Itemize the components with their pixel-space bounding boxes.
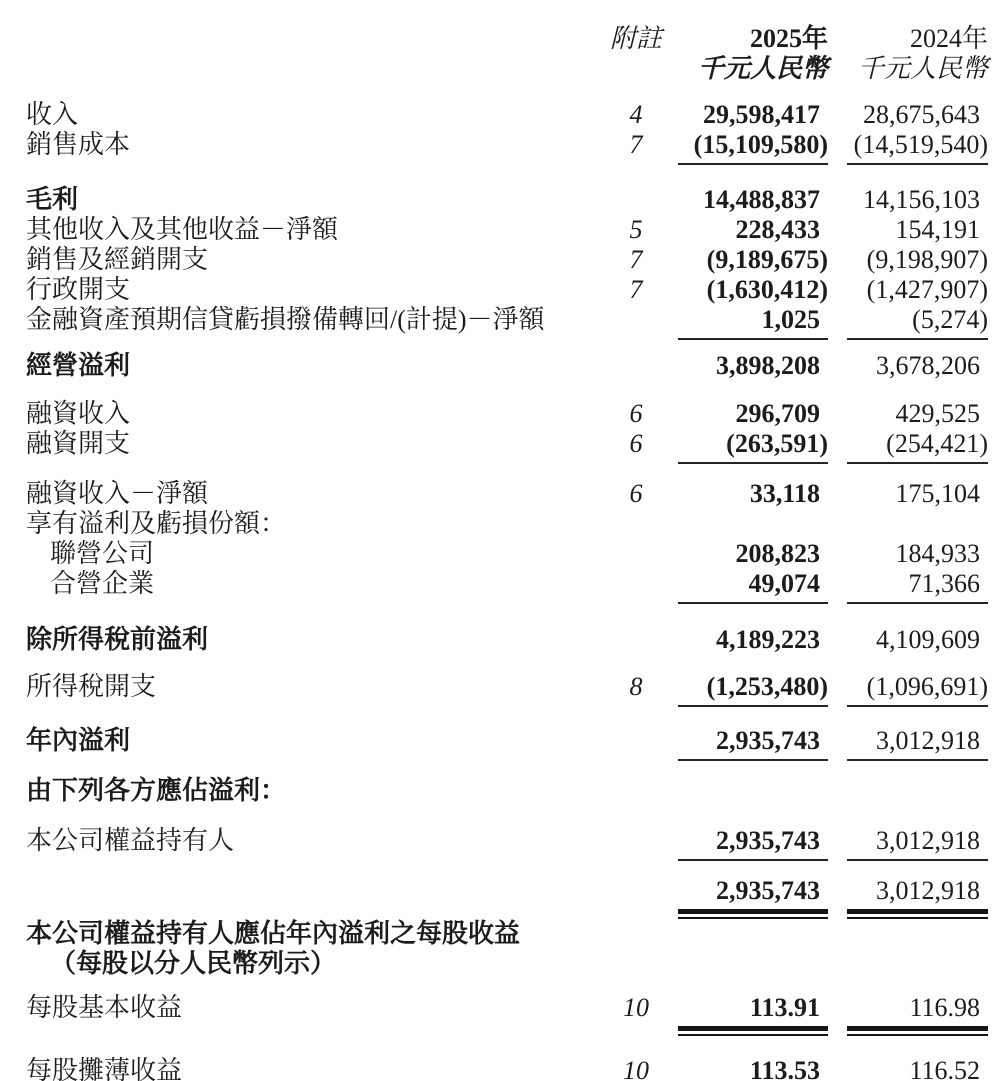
row-label: 經營溢利 (26, 351, 131, 380)
value-2025: (1,253,480) (706, 672, 828, 701)
value-2025-cell (678, 1056, 828, 1081)
value-2025: (15,109,580) (693, 130, 828, 159)
table-row (26, 130, 988, 165)
value-2025-cell (678, 215, 828, 245)
value-2025: 208,823 (735, 539, 820, 568)
value-2025-cell (678, 305, 828, 340)
row-label: 享有溢利及虧損份額： (26, 509, 287, 538)
value-2025-cell (678, 429, 828, 464)
row-label: 收入 (26, 100, 79, 129)
table-row (26, 826, 988, 861)
value-2024-cell (847, 876, 988, 919)
unit-2024-label: 千元人民幣 (857, 54, 988, 83)
value-2024-cell (847, 185, 988, 215)
year-2025-label: 2025年 (749, 24, 828, 53)
column-header-2024 (847, 24, 988, 84)
value-2025: (9,189,675) (706, 245, 828, 274)
value-2024-cell (847, 569, 988, 604)
value-2025-cell (678, 993, 828, 1036)
table-row (26, 1056, 988, 1081)
statement-rows (26, 100, 988, 1081)
note-cell: 10 (623, 1056, 649, 1081)
table-row (26, 726, 988, 761)
value-2025: 29,598,417 (703, 100, 820, 129)
value-2025-cell (678, 539, 828, 569)
row-label: 合營企業 (50, 569, 155, 598)
value-2024: 154,191 (895, 215, 980, 244)
table-row (26, 275, 988, 305)
note-cell: 4 (629, 100, 643, 129)
value-2024: 3,012,918 (876, 826, 980, 855)
value-2024-cell (847, 399, 988, 429)
value-2024: (1,096,691) (866, 672, 988, 701)
table-row (26, 399, 988, 429)
table-row (26, 351, 988, 381)
row-label: 金融資產預期信貸虧損撥備轉回/(計提)－淨額 (26, 305, 545, 334)
value-2025-cell (678, 351, 828, 381)
value-2025: 2,935,743 (716, 726, 820, 755)
value-2024: 28,675,643 (863, 100, 980, 129)
table-row (26, 215, 988, 245)
value-2024-cell (847, 539, 988, 569)
table-row (26, 993, 988, 1036)
value-2024-cell (847, 776, 988, 806)
value-2025-cell (678, 826, 828, 861)
value-2024: 4,109,609 (876, 625, 980, 654)
table-row (26, 185, 988, 215)
value-2025-cell (678, 509, 828, 539)
note-cell: 6 (629, 399, 643, 428)
value-2025-cell (678, 569, 828, 604)
row-label: （每股以分人民幣列示） (50, 949, 337, 978)
row-label: 所得稅開支 (26, 672, 157, 701)
table-row (26, 876, 988, 919)
table-row (26, 569, 988, 604)
value-2025: 228,433 (735, 215, 820, 244)
table-row (26, 100, 988, 130)
value-2024: 184,933 (895, 539, 980, 568)
value-2024-cell (847, 919, 988, 949)
column-header-2025 (678, 24, 828, 84)
row-label: 融資收入 (26, 399, 131, 428)
value-2025: 113.91 (749, 993, 820, 1022)
value-2025: 3,898,208 (716, 351, 820, 380)
note-cell: 6 (629, 429, 643, 458)
value-2024-cell (847, 215, 988, 245)
value-2024-cell (847, 100, 988, 130)
value-2024-cell (847, 275, 988, 305)
table-row (26, 479, 988, 509)
value-2025: 1,025 (761, 305, 820, 334)
table-row (26, 672, 988, 707)
note-cell: 7 (629, 275, 643, 304)
table-row (26, 539, 988, 569)
unit-2025-label: 千元人民幣 (697, 54, 828, 83)
value-2024-cell (847, 826, 988, 861)
value-2025-cell (678, 245, 828, 275)
value-2025: 113.53 (749, 1056, 820, 1081)
value-2024: 14,156,103 (863, 185, 980, 214)
value-2025: 33,118 (749, 479, 820, 508)
value-2024: (9,198,907) (866, 245, 988, 274)
year-2024-label: 2024年 (909, 24, 988, 53)
value-2025-cell (678, 100, 828, 130)
table-row (26, 429, 988, 464)
value-2024-cell (847, 726, 988, 761)
value-2024-cell (847, 672, 988, 707)
value-2024-cell (847, 509, 988, 539)
value-2024: (14,519,540) (853, 130, 988, 159)
row-label: 毛利 (26, 185, 79, 214)
row-label: 聯營公司 (50, 539, 155, 568)
value-2024-cell (847, 351, 988, 381)
value-2024: 116.98 (909, 993, 980, 1022)
row-label: 銷售成本 (26, 130, 131, 159)
value-2024-cell (847, 305, 988, 340)
notes-column-header: 附註 (609, 24, 662, 53)
value-2024: 429,525 (895, 399, 980, 428)
row-label: 其他收入及其他收益－淨額 (26, 215, 339, 244)
value-2024: 3,012,918 (876, 726, 980, 755)
row-label: 每股基本收益 (26, 993, 183, 1022)
note-cell: 7 (629, 130, 643, 159)
table-row (26, 625, 988, 655)
row-label: 銷售及經銷開支 (26, 245, 209, 274)
note-cell: 8 (629, 672, 643, 701)
value-2025-cell (678, 399, 828, 429)
note-cell: 5 (629, 215, 643, 244)
value-2024: 175,104 (895, 479, 980, 508)
row-label: 本公司權益持有人 (26, 826, 235, 855)
value-2025-cell (678, 776, 828, 806)
value-2024: 3,678,206 (876, 351, 980, 380)
value-2025: 14,488,837 (703, 185, 820, 214)
table-row (26, 509, 988, 539)
value-2025: 4,189,223 (716, 625, 820, 654)
row-label: 除所得稅前溢利 (26, 625, 209, 654)
value-2024-cell (847, 429, 988, 464)
value-2024: (1,427,907) (866, 275, 988, 304)
table-row (26, 919, 988, 949)
row-label: 行政開支 (26, 275, 131, 304)
table-row (26, 245, 988, 275)
value-2025-cell (678, 130, 828, 165)
table-row (26, 776, 988, 806)
value-2024: 71,366 (908, 569, 980, 598)
value-2025-cell (678, 672, 828, 707)
value-2025-cell (678, 726, 828, 761)
table-row (26, 305, 988, 340)
row-label: 融資收入－淨額 (26, 479, 209, 508)
row-label: 融資開支 (26, 429, 131, 458)
row-label: 每股攤薄收益 (26, 1056, 183, 1081)
value-2025-cell (678, 625, 828, 655)
value-2025-cell (678, 949, 828, 979)
value-2024-cell (847, 1056, 988, 1081)
value-2025-cell (678, 185, 828, 215)
value-2024-cell (847, 245, 988, 275)
value-2024-cell (847, 949, 988, 979)
row-label: 本公司權益持有人應佔年內溢利之每股收益 (26, 919, 521, 948)
note-cell: 7 (629, 245, 643, 274)
value-2025-cell (678, 275, 828, 305)
value-2024-cell (847, 993, 988, 1036)
value-2025-cell (678, 919, 828, 949)
value-2025: (263,591) (726, 429, 828, 458)
note-cell: 10 (623, 993, 649, 1022)
value-2024: 116.52 (909, 1056, 980, 1081)
table-row (26, 949, 988, 979)
value-2025: 2,935,743 (716, 826, 820, 855)
row-label: 由下列各方應佔溢利： (26, 776, 287, 805)
value-2024: (5,274) (912, 305, 988, 334)
value-2024: 3,012,918 (876, 876, 980, 905)
value-2025: 49,074 (748, 569, 820, 598)
value-2024-cell (847, 625, 988, 655)
value-2025: (1,630,412) (706, 275, 828, 304)
value-2025: 2,935,743 (716, 876, 820, 905)
row-label: 年內溢利 (26, 726, 131, 755)
table-header (26, 24, 988, 84)
value-2025-cell (678, 479, 828, 509)
value-2025: 296,709 (735, 399, 820, 428)
value-2024: (254,421) (886, 429, 988, 458)
value-2025-cell (678, 876, 828, 919)
value-2024-cell (847, 479, 988, 509)
note-cell: 6 (629, 479, 643, 508)
value-2024-cell (847, 130, 988, 165)
